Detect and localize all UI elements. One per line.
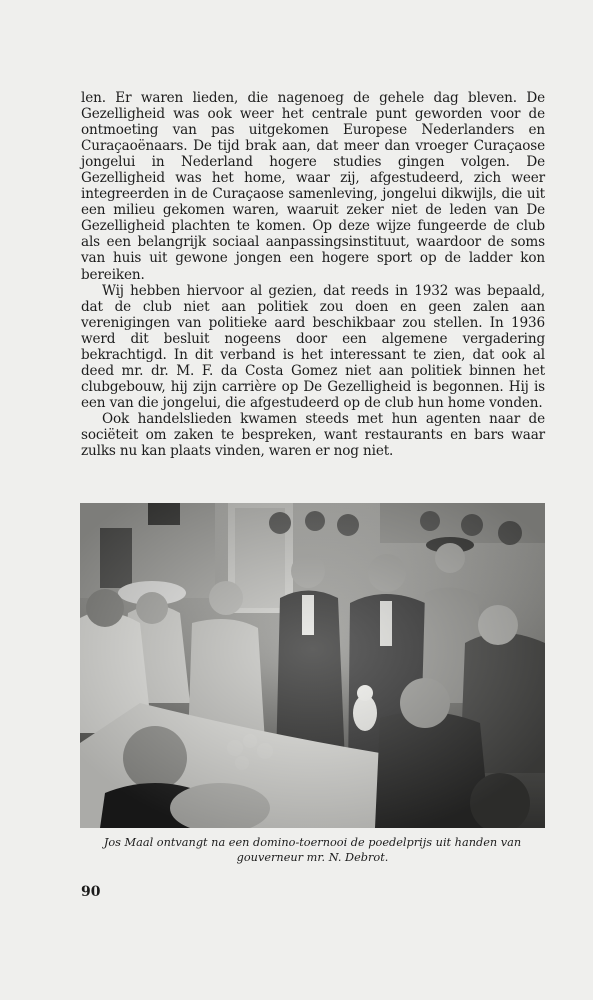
page-number: 90 — [81, 884, 101, 900]
paragraph: Wij hebben hiervoor al gezien, dat reeds in 1932 was bepaald, dat de club niet aan politiek zou doen en geen zalen aan verenigingen van politieke aard beschikbaar zou stellen. In 1936 werd dit besluit nogeens door een algemene vergadering bekrachtigd. In dit verband is het interessant te zien, dat ook al deed mr. dr. M. F. da Costa Gomez niet aan politiek binnen het clubgebouw, hij zijn carrière op De Gezelligheid is begonnen. Hij is een van die jongelui, die afgestudeerd op de club hun home vonden. — [81, 282, 545, 411]
paragraph: len. Er waren lieden, die nagenoeg de gehele dag bleven. De Gezelligheid was ook weer het centrale punt geworden voor de ontmoeting van pas uitgekomen Europese Nederlanders en Curaçaoënaars. De tijd brak aan, dat meer dan vroeger Curaçaose jongelui in Nederland hogere studies gingen volgen. De Gezelligheid was het home, waar zij, afgestudeerd, zich weer integreerden in de Curaçaose samenleving, jongelui dikwijls, die uit een milieu gekomen waren, waaruit zeker niet de leden van De Gezelligheid plachten te komen. Op deze wijze fungeerde de club als een belangrijk sociaal aanpassingsinstituut, waardoor de soms van huis uit gewone jongen een hogere sport op de ladder kon bereiken. — [81, 90, 545, 283]
paragraph: Ook handelslieden kwamen steeds met hun agenten naar de sociëteit om zaken te bespreken, want restaurants en bars waar zulks nu kan plaats vinden, waren er nog niet. — [81, 410, 545, 460]
body-text — [81, 90, 545, 459]
photograph — [80, 503, 545, 828]
photo-illustration — [80, 503, 545, 828]
figure-caption: Jos Maal ontvangt na een domino-toernooi de poedelprijs uit handen van gouverneur mr. N. Debrot. — [103, 836, 522, 864]
